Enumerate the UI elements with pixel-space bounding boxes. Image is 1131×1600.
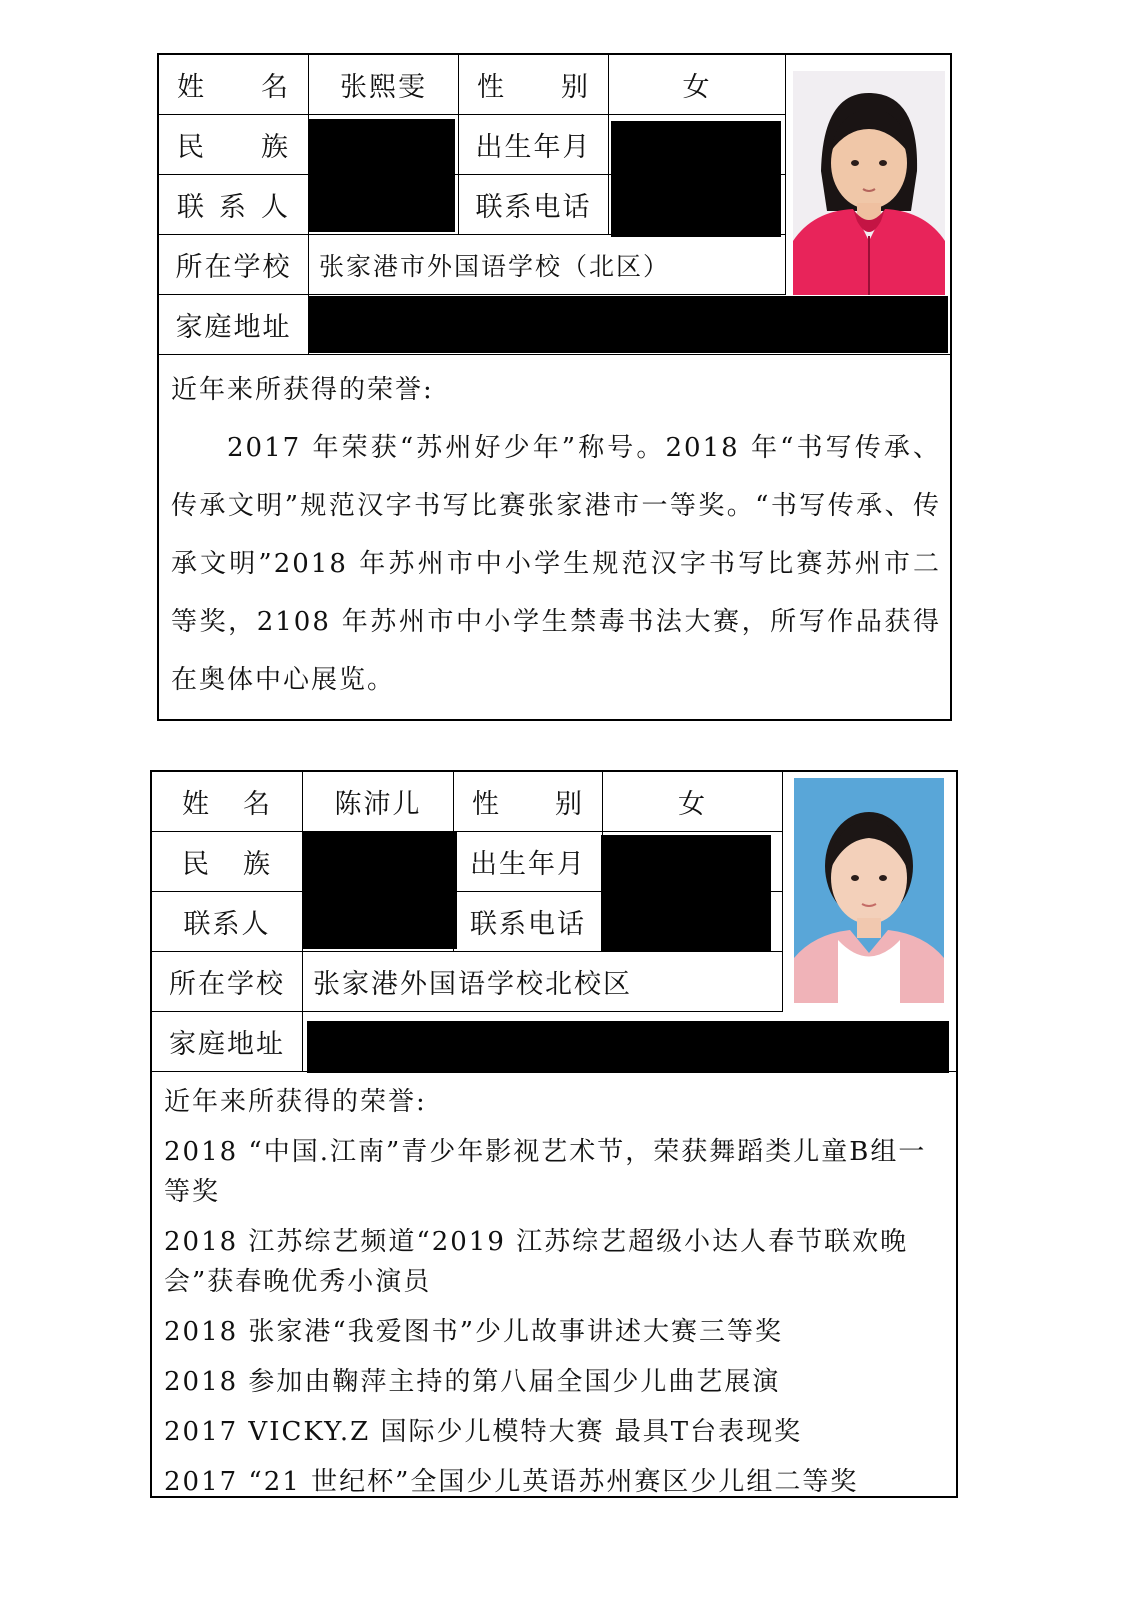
redacted-birth-phone [611,121,781,237]
label-school: 所在学校 [152,952,303,1012]
redacted-address [307,1021,949,1073]
label-address: 家庭地址 [159,295,309,355]
honors-section [171,361,941,709]
honors-item: 2017 VICKY.Z 国际少儿模特大赛 最具T台表现奖 [164,1417,803,1447]
redacted-ethnicity-contact [309,119,455,232]
honors-item: 2018 江苏综艺频道“2019 江苏综艺超级小达人春节联欢晚会”获春晚优秀小演员 [164,1227,909,1297]
label-birth: 出生年月 [459,115,609,175]
label-ethnicity: 民 族 [159,115,309,175]
honors-item: 2017 “21 世纪杯”全国少儿英语苏州赛区少儿组二等奖 [164,1467,859,1497]
value-name: 张熙雯 [309,55,459,115]
value-school: 张家港外国语学校北校区 [303,952,783,1012]
honors-title: 近年来所获得的荣誉: [164,1087,427,1117]
student-photo [794,778,944,1003]
honors-item: 2018 张家港“我爱图书”少儿故事讲述大赛三等奖 [164,1317,784,1347]
label-birth: 出生年月 [454,832,603,892]
label-phone: 联系电话 [459,175,609,235]
label-contact: 联系人 [152,892,303,952]
label-gender: 性 别 [459,55,609,115]
value-gender: 女 [603,772,783,832]
redacted-address [309,296,948,353]
value-name: 陈沛儿 [303,772,454,832]
label-contact: 联 系 人 [159,175,309,235]
label-ethnicity: 民 族 [152,832,303,892]
redacted-birth-phone [601,835,771,951]
record-card-1 [157,53,952,721]
label-gender: 性 别 [454,772,603,832]
label-name: 姓 名 [152,772,303,832]
value-school: 张家港市外国语学校（北区） [309,235,786,295]
record-card-2 [150,770,958,1498]
label-name: 姓 名 [159,55,309,115]
student-photo [793,71,945,295]
honors-item: 2018 参加由鞠萍主持的第八届全国少儿曲艺展演 [164,1367,781,1397]
honors-item: 2018 “中国.江南”青少年影视艺术节，荣获舞蹈类儿童B组一等奖 [164,1137,927,1207]
honors-section [164,1082,944,1512]
redacted-ethnicity-contact [303,832,457,949]
label-phone: 联系电话 [454,892,603,952]
label-school: 所在学校 [159,235,309,295]
honors-text: 2017 年荣获“苏州好少年”称号。2018 年“书写传承、传承文明”规范汉字书写比赛张家港市一等奖。“书写传承、传承文明”2018 年苏州市中小学生规范汉字书写比赛苏州市二等奖，2108 年苏州市中小学生禁毒书法大赛，所写作品获得在奥体中心展览。 [171,433,941,695]
value-gender: 女 [609,55,786,115]
label-address: 家庭地址 [152,1012,303,1072]
honors-title: 近年来所获得的荣誉: [171,375,434,405]
